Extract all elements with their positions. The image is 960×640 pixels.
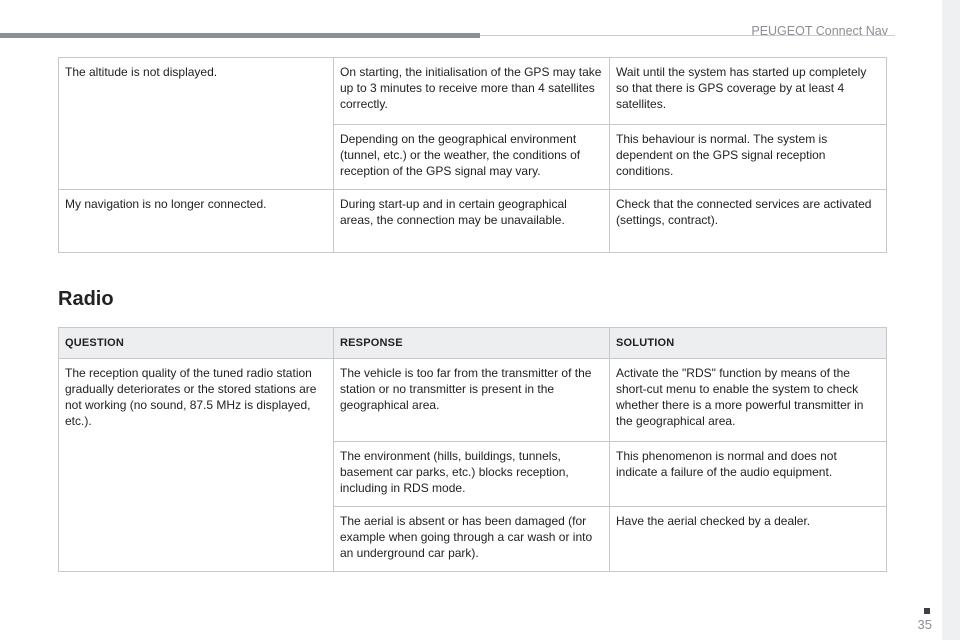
section-title-radio: Radio (58, 288, 114, 310)
solution-cell: Activate the "RDS" function by means of the short-cut menu to enable the system to check whether there is a more powerful transmitter in the geographical area. (610, 359, 887, 442)
question-cell: The reception quality of the tuned radio station gradually deteriorates or the stored stations are not working (no sound, 87.5 MHz is displayed, etc.). (59, 359, 334, 572)
header-title: PEUGEOT Connect Nav (751, 24, 888, 38)
gps-troubleshooting-table (58, 57, 887, 253)
page-number: 35 (917, 617, 932, 632)
question-cell: The altitude is not displayed. (59, 58, 334, 190)
radio-troubleshooting-table (58, 327, 887, 572)
question-cell: My navigation is no longer connected. (59, 190, 334, 253)
table-header-row (59, 328, 887, 359)
solution-cell: This phenomenon is normal and does not indicate a failure of the audio equipment. (610, 442, 887, 507)
column-header-solution: SOLUTION (610, 328, 887, 359)
response-cell: Depending on the geographical environment (tunnel, etc.) or the weather, the conditions of reception of the GPS signal may vary. (334, 125, 610, 190)
response-cell: The vehicle is too far from the transmitter of the station or no transmitter is present in the geographical area. (334, 359, 610, 442)
column-header-question: QUESTION (59, 328, 334, 359)
table-row (59, 58, 887, 125)
response-cell: The aerial is absent or has been damaged (for example when going through a car wash or into an underground car park). (334, 507, 610, 572)
response-cell: During start-up and in certain geographical areas, the connection may be unavailable. (334, 190, 610, 253)
side-strip (942, 0, 960, 640)
response-cell: The environment (hills, buildings, tunnels, basement car parks, etc.) blocks reception, including in RDS mode. (334, 442, 610, 507)
table-row (59, 190, 887, 253)
solution-cell: This behaviour is normal. The system is dependent on the GPS signal reception conditions. (610, 125, 887, 190)
page-marker (924, 608, 930, 614)
header-rule (0, 33, 480, 38)
response-cell: On starting, the initialisation of the GPS may take up to 3 minutes to receive more than 4 satellites correctly. (334, 58, 610, 125)
solution-cell: Check that the connected services are activated (settings, contract). (610, 190, 887, 253)
solution-cell: Wait until the system has started up completely so that there is GPS coverage by at least 4 satellites. (610, 58, 887, 125)
table-row (59, 359, 887, 442)
column-header-response: RESPONSE (334, 328, 610, 359)
solution-cell: Have the aerial checked by a dealer. (610, 507, 887, 572)
